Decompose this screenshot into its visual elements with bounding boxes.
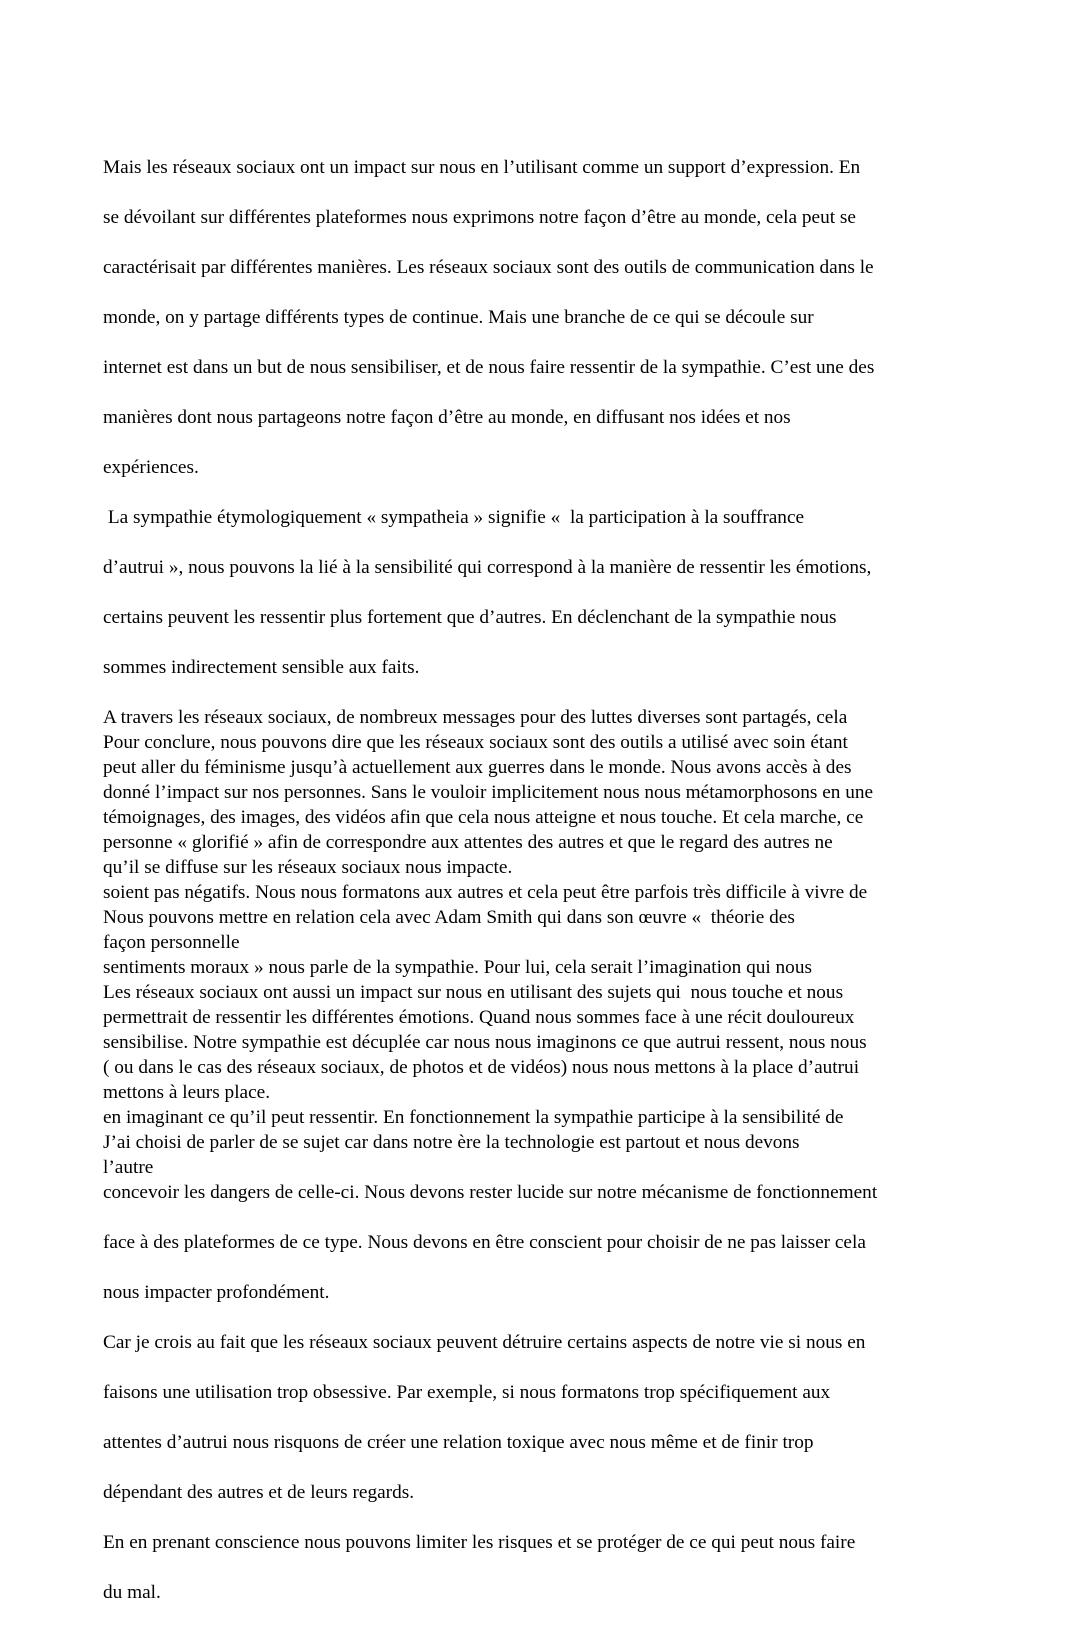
text-line: d’autrui », nous pouvons la lié à la sensibilité qui correspond à la manière de ressentir les émotions,: [103, 557, 872, 578]
text-line: nous impacter profondément.: [103, 1282, 330, 1303]
text-line: A travers les réseaux sociaux, de nombreux messages pour des luttes diverses sont partagés, cela: [103, 707, 848, 728]
text-line: se dévoilant sur différentes plateformes nous exprimons notre façon d’être au monde, cela peut se: [103, 207, 856, 228]
text-line: donné l’impact sur nos personnes. Sans le vouloir implicitement nous nous métamorphosons en une: [103, 782, 874, 803]
text-line: l’autre: [103, 1157, 154, 1178]
text-line: Car je crois au fait que les réseaux sociaux peuvent détruire certains aspects de notre vie si nous en: [103, 1332, 866, 1353]
text-line: en imaginant ce qu’il peut ressentir. En fonctionnement la sympathie participe à la sensibilité de: [103, 1107, 844, 1128]
body-text-section-2: [103, 705, 988, 1630]
text-line: faisons une utilisation trop obsessive. Par exemple, si nous formatons trop spécifiquement aux: [103, 1382, 831, 1403]
text-line: J’ai choisi de parler de se sujet car dans notre ère la technologie est partout et nous devons: [103, 1132, 800, 1153]
text-line: manières dont nous partageons notre façon d’être au monde, en diffusant nos idées et nos: [103, 407, 791, 428]
text-line: internet est dans un but de nous sensibiliser, et de nous faire ressentir de la sympathie. C’est une des: [103, 357, 875, 378]
text-line: caractérisait par différentes manières. Les réseaux sociaux sont des outils de communication dans le: [103, 257, 874, 278]
text-line: expériences.: [103, 457, 199, 478]
text-line: ( ou dans le cas des réseaux sociaux, de photos et de vidéos) nous nous mettons à la place d’autrui: [103, 1057, 860, 1078]
text-line: Pour conclure, nous pouvons dire que les réseaux sociaux sont des outils a utilisé avec soin étant: [103, 732, 848, 753]
text-line: dépendant des autres et de leurs regards.: [103, 1482, 415, 1503]
text-line: La sympathie étymologiquement « sympatheia » signifie « la participation à la souffrance: [103, 507, 805, 528]
text-line: qu’il se diffuse sur les réseaux sociaux nous impacte.: [103, 857, 513, 878]
text-line: du mal.: [103, 1582, 161, 1603]
text-line: certains peuvent les ressentir plus fortement que d’autres. En déclenchant de la sympathie nous: [103, 607, 837, 628]
text-line: témoignages, des images, des vidéos afin que cela nous atteigne et nous touche. Et cela marche, ce: [103, 807, 864, 828]
text-line: attentes d’autrui nous risquons de créer une relation toxique avec nous même et de finir trop: [103, 1432, 814, 1453]
text-line: sentiments moraux » nous parle de la sympathie. Pour lui, cela serait l’imagination qui nous: [103, 957, 812, 978]
text-line: Mais les réseaux sociaux ont un impact sur nous en l’utilisant comme un support d’expression. En: [103, 157, 861, 178]
text-line: monde, on y partage différents types de continue. Mais une branche de ce qui se découle sur: [103, 307, 814, 328]
text-line: concevoir les dangers de celle-ci. Nous devons rester lucide sur notre mécanisme de fonctionnement: [103, 1182, 878, 1203]
text-line: En en prenant conscience nous pouvons limiter les risques et se protéger de ce qui peut nous faire: [103, 1532, 856, 1553]
text-line: Nous pouvons mettre en relation cela avec Adam Smith qui dans son œuvre « théorie des: [103, 907, 795, 928]
text-line: permettrait de ressentir les différentes émotions. Quand nous sommes face à une récit douloureux: [103, 1007, 855, 1028]
text-line: sensibilise. Notre sympathie est décuplée car nous nous imaginons ce que autrui ressent, nous nous: [103, 1032, 867, 1053]
text-line: soient pas négatifs. Nous nous formatons aux autres et cela peut être parfois très difficile à vivre de: [103, 882, 868, 903]
text-line: sommes indirectement sensible aux faits.: [103, 657, 420, 678]
text-line: façon personnelle: [103, 932, 240, 953]
text-line: Les réseaux sociaux ont aussi un impact sur nous en utilisant des sujets qui nous touche et nous: [103, 982, 844, 1003]
text-line: peut aller du féminisme jusqu’à actuellement aux guerres dans le monde. Nous avons accès à des: [103, 757, 852, 778]
text-line: mettons à leurs place.: [103, 1082, 271, 1103]
text-line: face à des plateformes de ce type. Nous devons en être conscient pour choisir de ne pas laisser cela: [103, 1232, 866, 1253]
text-line: personne « glorifié » afin de correspondre aux attentes des autres et que le regard des autres ne: [103, 832, 833, 853]
